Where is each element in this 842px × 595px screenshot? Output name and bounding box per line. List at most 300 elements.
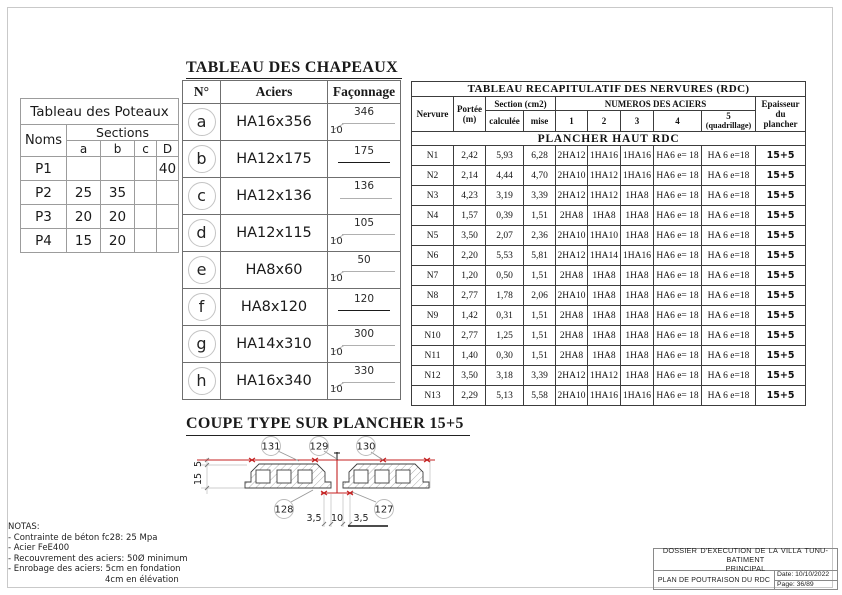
- nervure-cell: 2HA8: [556, 206, 588, 226]
- nervure-cell: 1HA8: [588, 266, 621, 286]
- nervure-id-cell: N3: [412, 186, 454, 206]
- faconnage-length: 120: [353, 293, 375, 305]
- nervure-cell: 2,29: [454, 386, 486, 406]
- nervure-cell: 2HA10: [556, 286, 588, 306]
- nervure-cell: HA6 e= 18: [654, 226, 702, 246]
- nervures-header-epaisseur: [756, 97, 806, 132]
- nervure-row: [412, 206, 806, 226]
- nervure-cell: HA6 e= 18: [654, 146, 702, 166]
- letter-badge: h: [188, 367, 216, 395]
- nervure-cell: HA 6 e=18: [702, 306, 756, 326]
- nervure-cell: 3,19: [486, 186, 524, 206]
- nervure-cell: HA6 e= 18: [654, 326, 702, 346]
- nervure-cell: 4,23: [454, 186, 486, 206]
- nervures-header-row-1: [412, 97, 806, 111]
- nervure-cell: HA 6 e=18: [702, 326, 756, 346]
- poteaux-cell: [135, 181, 157, 205]
- nervure-cell: HA6 e= 18: [654, 386, 702, 406]
- chapeaux-acier-cell: HA14x310: [221, 326, 328, 363]
- dim-hourdis-15: 15: [193, 472, 204, 486]
- chapeaux-letter-cell: [183, 178, 221, 215]
- nervure-cell: 1,25: [486, 326, 524, 346]
- nervure-cell: 1HA8: [588, 346, 621, 366]
- nervure-cell: 15+5: [756, 306, 806, 326]
- nervure-cell: 1HA12: [588, 186, 621, 206]
- nervure-cell: 2,42: [454, 146, 486, 166]
- faconnage-hook-length: 10: [330, 273, 343, 284]
- poteaux-row: [21, 205, 179, 229]
- letter-badge: g: [188, 330, 216, 358]
- poteaux-cell: 15: [67, 229, 101, 253]
- poteaux-title-row: [21, 99, 179, 125]
- nervure-cell: 1HA16: [588, 386, 621, 406]
- chapeaux-acier-cell: HA8x60: [221, 252, 328, 289]
- chapeaux-header-aciers: Aciers: [221, 81, 328, 104]
- nervure-cell: HA 6 e=18: [702, 186, 756, 206]
- nervure-cell: 2,07: [486, 226, 524, 246]
- faconnage-hook-length: 10: [330, 125, 343, 136]
- poteaux-row: [21, 157, 179, 181]
- nervure-cell: 1HA16: [621, 246, 654, 266]
- poteaux-row-name: P3: [21, 205, 67, 229]
- nervure-cell: 3,50: [454, 226, 486, 246]
- poteaux-cell: 20: [101, 205, 135, 229]
- chapeaux-faconnage-cell: [328, 252, 401, 289]
- nervure-cell: 2HA8: [556, 266, 588, 286]
- nervure-cell: 1,40: [454, 346, 486, 366]
- faconnage-length: 300: [353, 328, 375, 340]
- nervure-cell: 2HA10: [556, 166, 588, 186]
- faconnage-length: 105: [353, 217, 375, 229]
- nervure-cell: 15+5: [756, 166, 806, 186]
- nervure-id-cell: N13: [412, 386, 454, 406]
- nervures-header-calculee: calculée: [486, 111, 524, 132]
- chapeaux-acier-cell: HA12x115: [221, 215, 328, 252]
- nervure-cell: HA6 e= 18: [654, 166, 702, 186]
- nervure-cell: 15+5: [756, 146, 806, 166]
- faconnage-hook-length: 10: [330, 236, 343, 247]
- nervure-cell: 1HA12: [588, 166, 621, 186]
- nervure-cell: 2HA10: [556, 226, 588, 246]
- chapeaux-row: [183, 141, 401, 178]
- nervure-cell: 1HA16: [588, 146, 621, 166]
- nervure-cell: 1HA8: [621, 186, 654, 206]
- callout-131: 131: [261, 441, 281, 453]
- nervures-header-numeros: NUMEROS DES ACIERS: [556, 97, 756, 111]
- nervure-id-cell: N12: [412, 366, 454, 386]
- poteaux-row: [21, 181, 179, 205]
- faconnage-length: 175: [353, 145, 375, 157]
- poteaux-cell: 40: [157, 157, 179, 181]
- nervure-cell: HA 6 e=18: [702, 146, 756, 166]
- nervure-cell: 1HA8: [621, 366, 654, 386]
- nervure-cell: 1HA8: [588, 306, 621, 326]
- date-page-cells: [775, 571, 837, 589]
- nervure-cell: HA 6 e=18: [702, 166, 756, 186]
- nervure-cell: 1HA8: [621, 226, 654, 246]
- nervure-row: [412, 186, 806, 206]
- letter-badge: a: [188, 108, 216, 136]
- nervures-title: TABLEAU RECAPITULATIF DES NERVURES (RDC): [412, 82, 806, 97]
- nervure-cell: 1HA8: [621, 326, 654, 346]
- nervure-row: [412, 166, 806, 186]
- faconnage-shape: [328, 252, 400, 288]
- nervure-row: [412, 286, 806, 306]
- nervure-cell: 1HA12: [588, 366, 621, 386]
- nervure-cell: HA6 e= 18: [654, 306, 702, 326]
- notas-line-3: - Recouvrement des aciers: 50Ø minimum: [8, 553, 188, 564]
- nervures-header-ep-l1: Epaisseur: [761, 99, 800, 109]
- nervures-header-nervure: Nervure: [412, 97, 454, 132]
- nervure-cell: 1HA8: [621, 286, 654, 306]
- poteaux-col-a: a: [67, 141, 101, 157]
- faconnage-length: 136: [353, 180, 375, 192]
- project-name-line2: PRINCIPAL: [725, 564, 766, 573]
- chapeaux-header-num: N°: [183, 81, 221, 104]
- poteaux-cell: [101, 157, 135, 181]
- nervure-cell: 1HA16: [621, 386, 654, 406]
- nervure-cell: 2,36: [524, 226, 556, 246]
- nervure-cell: 2,20: [454, 246, 486, 266]
- nervure-cell: HA 6 e=18: [702, 226, 756, 246]
- hourdis-left: [245, 464, 331, 488]
- title-block-project: [654, 546, 837, 573]
- poteaux-header-noms: Noms: [21, 125, 67, 157]
- nervure-cell: 1HA16: [621, 166, 654, 186]
- title-block-row2: [654, 571, 837, 589]
- nervure-cell: 5,93: [486, 146, 524, 166]
- nervure-id-cell: N2: [412, 166, 454, 186]
- nervures-header-portee-l1: Portée: [457, 104, 482, 114]
- nervure-id-cell: N5: [412, 226, 454, 246]
- hourdis-right: [343, 464, 429, 488]
- notas-block: [8, 522, 188, 585]
- faconnage-shape: [328, 326, 400, 362]
- faconnage-shape: [328, 215, 400, 251]
- nervure-cell: 0,50: [486, 266, 524, 286]
- faconnage-bar-line: [342, 345, 395, 346]
- nervures-title-row: [412, 82, 806, 97]
- poteaux-header-sections: Sections: [67, 125, 179, 141]
- nervure-cell: 1HA8: [588, 326, 621, 346]
- nervure-cell: 1HA8: [588, 206, 621, 226]
- faconnage-shape: [328, 104, 400, 140]
- nervure-id-cell: N4: [412, 206, 454, 226]
- callout-130: 130: [356, 441, 376, 453]
- callout-127: 127: [374, 504, 394, 516]
- coupe-diagram: [187, 436, 457, 548]
- chapeaux-faconnage-cell: [328, 104, 401, 141]
- nervure-cell: HA6 e= 18: [654, 346, 702, 366]
- nervure-cell: HA 6 e=18: [702, 286, 756, 306]
- dim-lip-left: 3,5: [306, 513, 322, 524]
- nervure-cell: 1,42: [454, 306, 486, 326]
- notas-line-4: - Enrobage des aciers: 5cm en fondation: [8, 564, 181, 574]
- nervures-header-2: 2: [588, 111, 621, 132]
- chapeaux-row: [183, 178, 401, 215]
- chapeaux-faconnage-cell: [328, 178, 401, 215]
- poteaux-header-row: [21, 125, 179, 141]
- chapeaux-row: [183, 252, 401, 289]
- faconnage-shape: [328, 289, 400, 325]
- nervure-cell: 2HA12: [556, 146, 588, 166]
- chapeaux-head: [183, 81, 401, 104]
- coupe-title: COUPE TYPE SUR PLANCHER 15+5: [186, 415, 470, 436]
- nervure-cell: 2,77: [454, 286, 486, 306]
- chapeaux-faconnage-cell: [328, 215, 401, 252]
- chapeaux-letter-cell: [183, 363, 221, 400]
- nervure-cell: 2HA12: [556, 246, 588, 266]
- nervure-cell: 15+5: [756, 346, 806, 366]
- poteaux-col-b: b: [101, 141, 135, 157]
- tableau-des-chapeaux: [182, 80, 401, 400]
- plan-name: PLAN DE POUTRAISON DU RDC: [654, 571, 775, 589]
- chapeaux-letter-cell: [183, 252, 221, 289]
- nervure-cell: HA 6 e=18: [702, 266, 756, 286]
- nervure-row: [412, 346, 806, 366]
- nervures-header-1: 1: [556, 111, 588, 132]
- faconnage-bar-line: [342, 234, 395, 235]
- faconnage-shape: [328, 178, 400, 214]
- nervures-header-5: [702, 111, 756, 132]
- nervure-id-cell: N11: [412, 346, 454, 366]
- callout-129: 129: [309, 441, 329, 453]
- nervure-cell: HA6 e= 18: [654, 206, 702, 226]
- notas-line-1: - Contrainte de béton fc28: 25 Mpa: [8, 532, 158, 543]
- notas-line-2: - Acier FeE400: [8, 543, 70, 553]
- nervure-cell: 15+5: [756, 366, 806, 386]
- nervure-cell: 15+5: [756, 266, 806, 286]
- poteaux-cell: 35: [101, 181, 135, 205]
- nervures-header-portee-l2: (m): [462, 114, 477, 124]
- nervure-row: [412, 386, 806, 406]
- chapeaux-row: [183, 289, 401, 326]
- faconnage-bar-line: [340, 198, 392, 199]
- nervures-header-4: 4: [654, 111, 702, 132]
- letter-badge: f: [188, 293, 216, 321]
- nervure-id-cell: N10: [412, 326, 454, 346]
- nervure-cell: 1,78: [486, 286, 524, 306]
- poteaux-cell: [135, 157, 157, 181]
- chapeaux-row: [183, 326, 401, 363]
- nervure-cell: HA 6 e=18: [702, 346, 756, 366]
- faconnage-bar-line: [342, 382, 395, 383]
- nervure-cell: 2,14: [454, 166, 486, 186]
- notas-line-5: 4cm en élévation: [105, 574, 179, 585]
- nervures-head: [412, 82, 806, 146]
- poteaux-cell: 25: [67, 181, 101, 205]
- nervure-row: [412, 326, 806, 346]
- nervure-cell: HA 6 e=18: [702, 366, 756, 386]
- nervures-header-section: Section (cm2): [486, 97, 556, 111]
- chapeaux-letter-cell: [183, 141, 221, 178]
- chapeaux-acier-cell: HA16x340: [221, 363, 328, 400]
- nervure-row: [412, 146, 806, 166]
- nervure-cell: HA6 e= 18: [654, 366, 702, 386]
- nervure-cell: 1HA14: [588, 246, 621, 266]
- nervure-id-cell: N6: [412, 246, 454, 266]
- chapeaux-faconnage-cell: [328, 363, 401, 400]
- letter-badge: e: [188, 256, 216, 284]
- nervure-cell: 0,30: [486, 346, 524, 366]
- nervure-cell: 1,20: [454, 266, 486, 286]
- nervure-cell: 0,31: [486, 306, 524, 326]
- nervures-body: [412, 146, 806, 406]
- nervure-cell: 1HA8: [621, 266, 654, 286]
- nervure-cell: 1,57: [454, 206, 486, 226]
- nervure-cell: 2HA12: [556, 186, 588, 206]
- nervure-cell: 1HA10: [588, 226, 621, 246]
- faconnage-length: 50: [357, 254, 371, 266]
- poteaux-cell: [67, 157, 101, 181]
- nervure-cell: 2,77: [454, 326, 486, 346]
- nervure-cell: 1,51: [524, 346, 556, 366]
- nervure-cell: 3,39: [524, 186, 556, 206]
- poteaux-cell: [157, 205, 179, 229]
- chapeaux-title: TABLEAU DES CHAPEAUX: [186, 59, 402, 79]
- nervures-header-portee: [454, 97, 486, 132]
- nervure-cell: 3,18: [486, 366, 524, 386]
- nervures-group-row: [412, 132, 806, 146]
- faconnage-bar-line: [342, 123, 395, 124]
- nervure-cell: 15+5: [756, 386, 806, 406]
- poteaux-row-name: P1: [21, 157, 67, 181]
- nervure-cell: 1HA8: [621, 346, 654, 366]
- chapeaux-header-row: [183, 81, 401, 104]
- nervure-cell: 15+5: [756, 206, 806, 226]
- nervure-row: [412, 366, 806, 386]
- chapeaux-letter-cell: [183, 104, 221, 141]
- faconnage-hook-length: 10: [330, 384, 343, 395]
- tableau-des-poteaux: [20, 98, 179, 253]
- poteaux-col-d: D: [157, 141, 179, 157]
- nervure-cell: HA 6 e=18: [702, 386, 756, 406]
- chapeaux-acier-cell: HA8x120: [221, 289, 328, 326]
- nervure-cell: HA6 e= 18: [654, 186, 702, 206]
- nervures-group-label: PLANCHER HAUT RDC: [412, 132, 806, 146]
- nervure-cell: 15+5: [756, 286, 806, 306]
- faconnage-bar-line: [342, 271, 395, 272]
- nervure-cell: 1HA16: [621, 146, 654, 166]
- nervure-cell: 15+5: [756, 226, 806, 246]
- poteaux-row-name: P2: [21, 181, 67, 205]
- chapeaux-letter-cell: [183, 215, 221, 252]
- nervure-id-cell: N7: [412, 266, 454, 286]
- tableau-recapitulatif-nervures: [411, 81, 806, 406]
- nervure-cell: 1,51: [524, 266, 556, 286]
- faconnage-shape: [328, 363, 400, 399]
- nervure-cell: 4,70: [524, 166, 556, 186]
- nervures-header-5-l1: 5: [726, 111, 731, 121]
- nervure-row: [412, 246, 806, 266]
- nervure-cell: HA6 e= 18: [654, 286, 702, 306]
- nervure-cell: 2,06: [524, 286, 556, 306]
- nervure-cell: 1HA8: [621, 306, 654, 326]
- nervures-header-mise: mise: [524, 111, 556, 132]
- project-name-line1: DOSSIER D'EXECUTION DE LA VILLA TUNU-BATIMENT: [662, 546, 829, 564]
- poteaux-cell: [135, 205, 157, 229]
- dim-web: 10: [330, 513, 344, 524]
- nervure-cell: 5,13: [486, 386, 524, 406]
- chapeaux-faconnage-cell: [328, 326, 401, 363]
- nervure-id-cell: N9: [412, 306, 454, 326]
- nervure-cell: 1HA8: [621, 206, 654, 226]
- nervure-cell: 2HA8: [556, 306, 588, 326]
- letter-badge: c: [188, 182, 216, 210]
- nervure-cell: 2HA10: [556, 386, 588, 406]
- nervure-cell: 2HA8: [556, 326, 588, 346]
- poteaux-cell: [157, 181, 179, 205]
- chapeaux-row: [183, 104, 401, 141]
- nervure-cell: 1,51: [524, 306, 556, 326]
- chapeaux-acier-cell: HA12x136: [221, 178, 328, 215]
- poteaux-cell: 20: [67, 205, 101, 229]
- poteaux-body: [21, 99, 179, 253]
- chapeaux-letter-cell: [183, 326, 221, 363]
- nervure-cell: 15+5: [756, 246, 806, 266]
- chapeaux-acier-cell: HA16x356: [221, 104, 328, 141]
- chapeaux-body: [183, 104, 401, 400]
- chapeaux-faconnage-cell: [328, 141, 401, 178]
- title-block: [653, 548, 838, 590]
- nervure-cell: HA 6 e=18: [702, 206, 756, 226]
- poteaux-cell: [157, 229, 179, 253]
- chapeaux-row: [183, 363, 401, 400]
- chapeaux-faconnage-cell: [328, 289, 401, 326]
- date-value: Date: 10/10/2022: [775, 571, 837, 581]
- letter-badge: d: [188, 219, 216, 247]
- nervures-header-3: 3: [621, 111, 654, 132]
- faconnage-hook-length: 10: [330, 347, 343, 358]
- dim-lip-right: 3,5: [353, 513, 369, 524]
- faconnage-bar-line: [338, 162, 390, 163]
- nervure-cell: HA 6 e=18: [702, 246, 756, 266]
- nervure-id-cell: N1: [412, 146, 454, 166]
- nervure-row: [412, 266, 806, 286]
- nervure-id-cell: N8: [412, 286, 454, 306]
- chapeaux-letter-cell: [183, 289, 221, 326]
- poteaux-cell: [135, 229, 157, 253]
- nervure-cell: 1HA8: [588, 286, 621, 306]
- letter-badge: b: [188, 145, 216, 173]
- nervure-cell: 6,28: [524, 146, 556, 166]
- nervure-cell: 4,44: [486, 166, 524, 186]
- nervure-cell: HA6 e= 18: [654, 246, 702, 266]
- poteaux-row-name: P4: [21, 229, 67, 253]
- nervure-cell: 3,50: [454, 366, 486, 386]
- chapeaux-acier-cell: HA12x175: [221, 141, 328, 178]
- nervure-cell: 15+5: [756, 326, 806, 346]
- chapeaux-header-faconnage: Façonnage: [328, 81, 401, 104]
- callout-128: 128: [274, 504, 294, 516]
- nervure-cell: 3,39: [524, 366, 556, 386]
- nervure-cell: HA6 e= 18: [654, 266, 702, 286]
- nervures-header-ep-l2: du: [775, 109, 786, 119]
- nervures-header-ep-l3: plancher: [763, 119, 798, 129]
- faconnage-shape: [328, 141, 400, 177]
- nervure-cell: 1,51: [524, 326, 556, 346]
- nervure-cell: 5,81: [524, 246, 556, 266]
- nervure-cell: 1,51: [524, 206, 556, 226]
- nervure-row: [412, 226, 806, 246]
- nervure-cell: 15+5: [756, 186, 806, 206]
- nervure-cell: 2HA12: [556, 366, 588, 386]
- nervure-cell: 5,53: [486, 246, 524, 266]
- page-value: Page: 36/89: [777, 580, 814, 588]
- chapeaux-row: [183, 215, 401, 252]
- nervures-header-5-l2: (quadrillage): [705, 121, 752, 130]
- nervure-cell: 2HA8: [556, 346, 588, 366]
